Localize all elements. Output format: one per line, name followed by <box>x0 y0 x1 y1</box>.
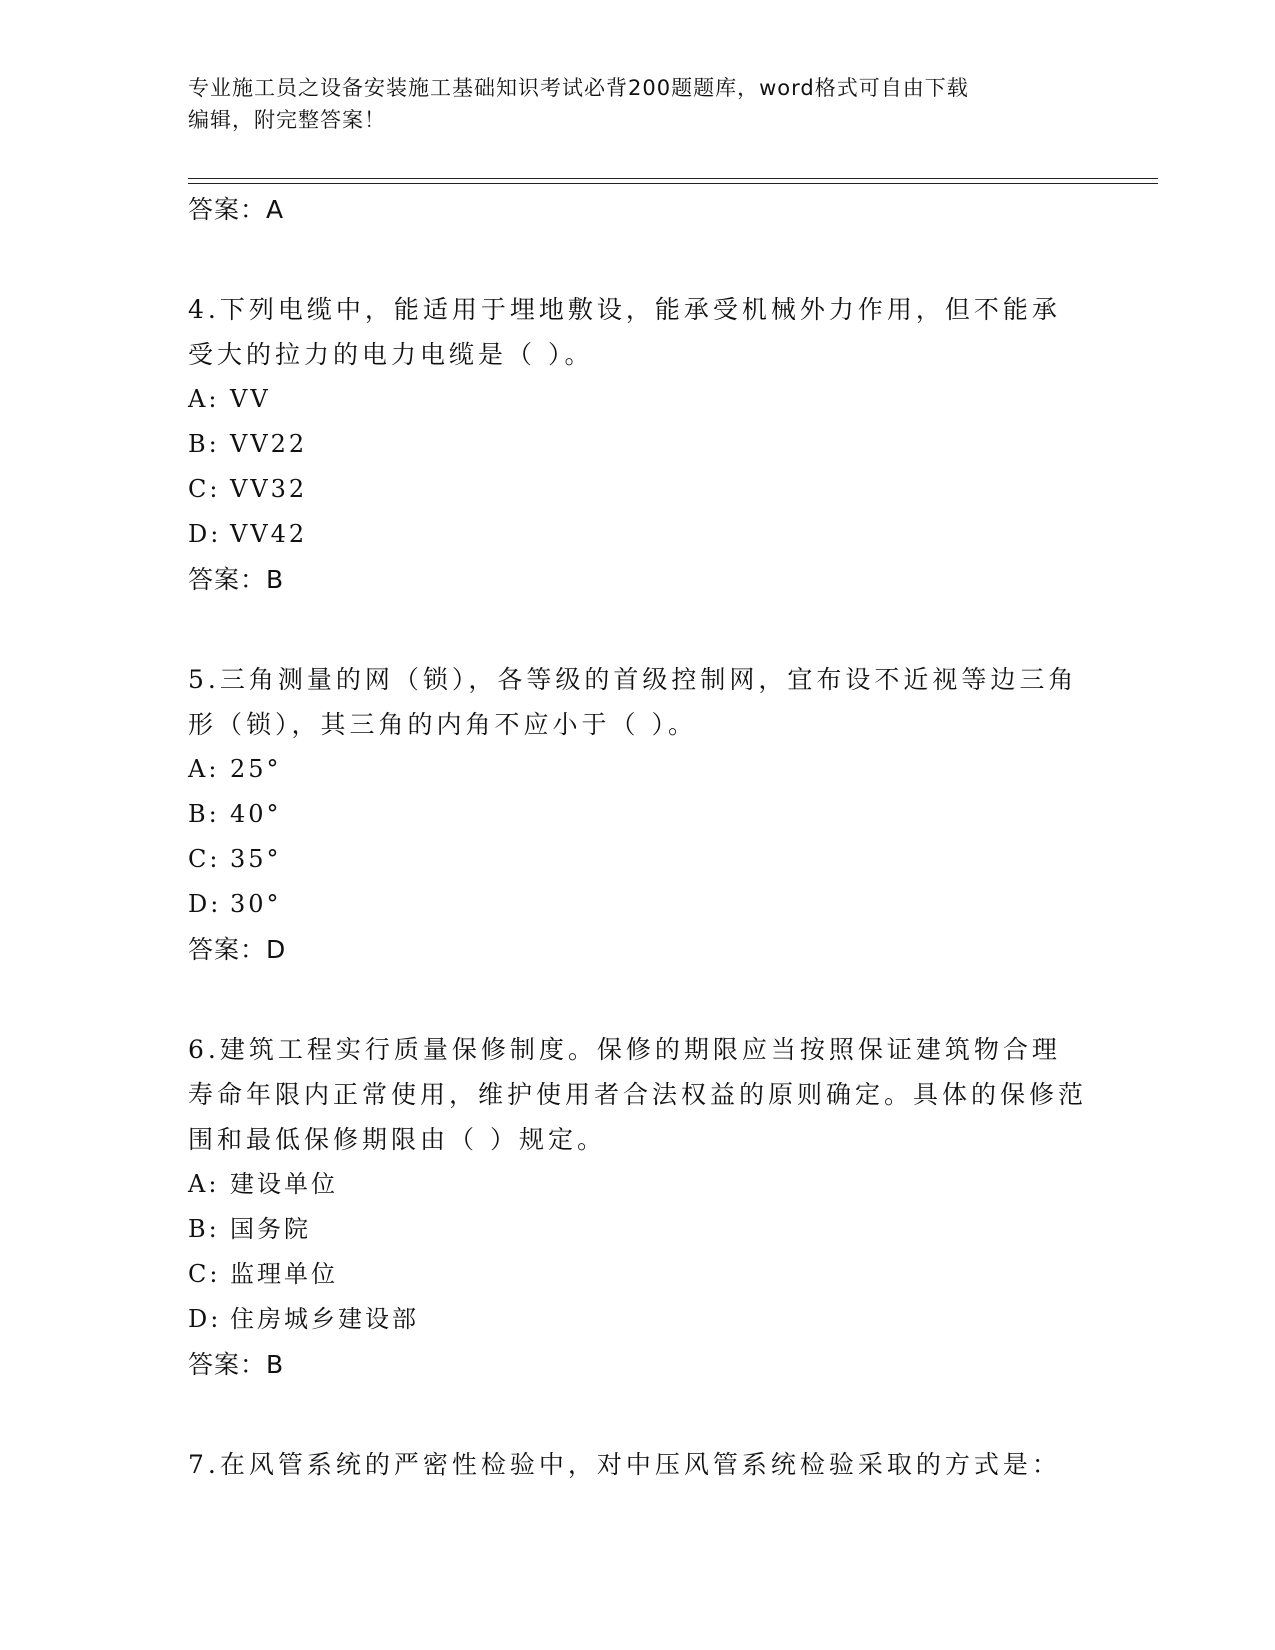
option-b <box>188 792 1088 837</box>
question-text: 7.在风管系统的严密性检验中，对中压风管系统检验采取的方式是： <box>188 1450 1061 1479</box>
option-a <box>188 377 1088 422</box>
option-d <box>188 1297 1088 1342</box>
option-key: A: <box>188 1170 220 1198</box>
option-value: 国务院 <box>230 1215 311 1243</box>
question-7 <box>188 1442 1088 1487</box>
option-value: 30° <box>230 890 282 918</box>
option-key: D: <box>188 1305 222 1333</box>
option-a <box>188 1162 1088 1207</box>
answer-line: 答案：D <box>188 935 287 964</box>
option-key: C: <box>188 1260 221 1288</box>
option-key: B: <box>188 800 220 828</box>
option-value: 监理单位 <box>230 1260 338 1288</box>
question-5 <box>188 657 1088 973</box>
header-line-2: 编辑，附完整答案！ <box>188 108 386 132</box>
answer-line: 答案：B <box>188 565 285 594</box>
option-d <box>188 512 1088 557</box>
previous-answer: 答案：A <box>188 195 285 224</box>
option-value: 40° <box>230 800 282 828</box>
option-value: 建设单位 <box>230 1170 338 1198</box>
option-c <box>188 467 1088 512</box>
option-value: 25° <box>230 755 282 783</box>
header-divider-bottom <box>188 183 1158 184</box>
option-key: A: <box>188 385 220 413</box>
header-divider-top <box>188 178 1158 179</box>
option-key: C: <box>188 845 221 873</box>
header-line-1: 专业施工员之设备安装施工基础知识考试必背200题题库，word格式可自由下载 <box>188 76 969 100</box>
option-c <box>188 1252 1088 1297</box>
option-key: D: <box>188 890 222 918</box>
option-key: B: <box>188 430 220 458</box>
question-text: 5.三角测量的网（锁），各等级的首级控制网，宜布设不近视等边三角形（锁），其三角的内角不应小于（ ）。 <box>188 665 1078 739</box>
answer-line: 答案：B <box>188 1350 285 1379</box>
question-text: 4.下列电缆中，能适用于埋地敷设，能承受机械外力作用，但不能承受大的拉力的电力电缆是（ ）。 <box>188 295 1061 369</box>
option-b <box>188 1207 1088 1252</box>
question-6 <box>188 1027 1088 1388</box>
question-list <box>188 187 1088 1487</box>
option-key: A: <box>188 755 220 783</box>
option-key: B: <box>188 1215 220 1243</box>
option-key: D: <box>188 520 222 548</box>
option-c <box>188 837 1088 882</box>
option-value: 35° <box>230 845 282 873</box>
question-4 <box>188 287 1088 603</box>
option-d <box>188 882 1088 927</box>
option-value: VV <box>230 385 271 413</box>
option-b <box>188 422 1088 467</box>
option-value: 住房城乡建设部 <box>230 1305 419 1333</box>
document-header <box>188 72 1088 136</box>
option-a <box>188 747 1088 792</box>
question-text: 6.建筑工程实行质量保修制度。保修的期限应当按照保证建筑物合理寿命年限内正常使用，维护使用者合法权益的原则确定。具体的保修范围和最低保修期限由（ ）规定。 <box>188 1035 1088 1154</box>
option-value: VV42 <box>230 520 308 548</box>
option-value: VV32 <box>230 475 308 503</box>
option-value: VV22 <box>230 430 308 458</box>
option-key: C: <box>188 475 221 503</box>
